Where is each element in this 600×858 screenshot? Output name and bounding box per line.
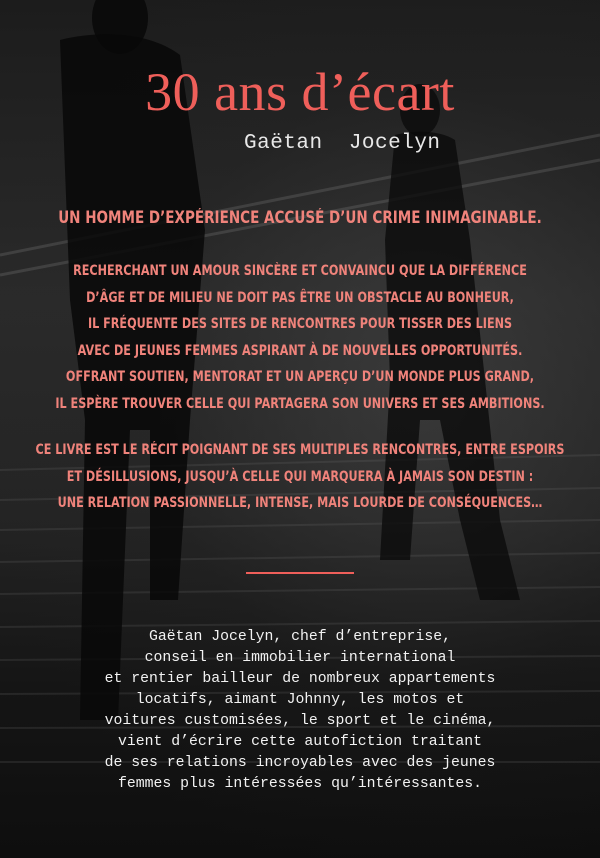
- pitch-line: RECHERCHANT UN AMOUR SINCÈRE ET CONVAINCU QUE LA DIFFÉRENCE: [73, 263, 527, 279]
- pitch-line: UNE RELATION PASSIONNELLE, INTENSE, MAIS LOURDE DE CONSÉQUENCES…: [57, 495, 543, 511]
- section-divider: [246, 572, 354, 574]
- bio-line: voitures customisées, le sport et le cinéma,: [104, 713, 496, 729]
- pitch-line: OFFRANT SOUTIEN, MENTORAT ET UN APERÇU D’UN MONDE PLUS GRAND,: [65, 369, 535, 385]
- pitch-line: AVEC DE JEUNES FEMMES ASPIRANT À DE NOUVELLES OPPORTUNITÉS.: [77, 342, 523, 359]
- pitch-line: ET DÉSILLUSIONS, JUSQU’À CELLE QUI MARQUERA À JAMAIS SON DESTIN :: [66, 468, 534, 485]
- pitch-line: IL ESPÈRE TROUVER CELLE QUI PARTAGERA SON UNIVERS ET SES AMBITIONS.: [55, 395, 545, 412]
- author-bio: [0, 627, 600, 795]
- bio-line: et rentier bailleur de nombreux appartements: [104, 671, 496, 687]
- tagline: UN HOMME D’EXPÉRIENCE ACCUSÉ D’UN CRIME INIMAGINABLE.: [58, 208, 542, 227]
- pitch-line: D’ÂGE ET DE MILIEU NE DOIT PAS ÊTRE UN OBSTACLE AU BONHEUR,: [86, 289, 514, 306]
- bio-line: femmes plus intéressées qu’intéressantes.: [117, 776, 483, 792]
- bio-line: locatifs, aimant Johnny, les motos et: [135, 692, 465, 708]
- book-title: 30 ans d’écart: [145, 62, 455, 122]
- bio-line: de ses relations incroyables avec des jeunes: [104, 755, 496, 771]
- bio-line: Gaëtan Jocelyn, chef d’entreprise,: [149, 629, 451, 645]
- bio-line: conseil en immobilier international: [144, 650, 456, 666]
- author-name: Gaëtan Jocelyn: [244, 132, 441, 155]
- pitch-line: CE LIVRE EST LE RÉCIT POIGNANT DE SES MULTIPLES RENCONTRES, ENTRE ESPOIRS: [35, 442, 565, 458]
- bio-line: vient d’écrire cette autofiction traitant: [117, 734, 483, 750]
- pitch-line: IL FRÉQUENTE DES SITES DE RENCONTRES POUR TISSER DES LIENS: [87, 316, 513, 332]
- pitch-paragraph-1: [12, 258, 588, 417]
- pitch-paragraph-2: [12, 437, 588, 517]
